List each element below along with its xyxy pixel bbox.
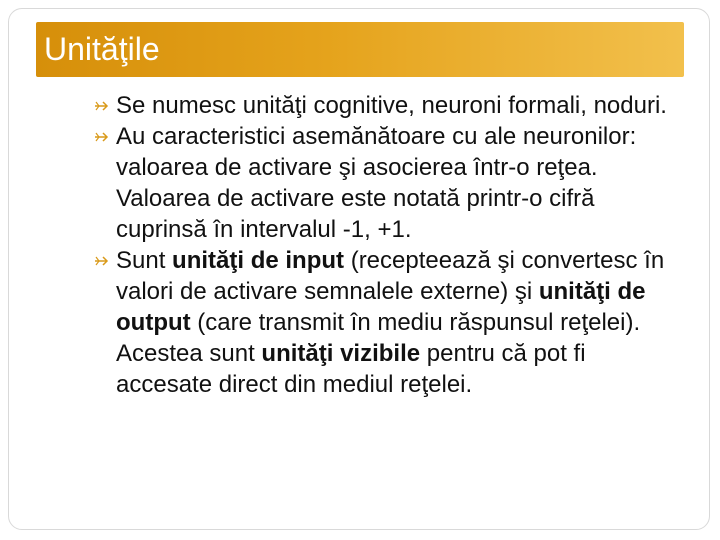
bullet-item-1	[94, 90, 684, 121]
text-run-bold: unităţi de output	[116, 278, 646, 336]
text-run: (care transmit în mediu răspunsul reţelei). Acestea sunt	[116, 309, 641, 367]
text-run-bold: unităţi vizibile	[261, 340, 421, 367]
bullet-text: Au caracteristici asemănătoare cu ale neuronilor: valoarea de activare şi asocierea într-o reţea. Valoarea de activare este notată printr-o cifră cuprinsă în intervalul -1, +1.	[116, 123, 637, 243]
text-run: Sunt	[116, 247, 173, 274]
bullet-arrow-icon	[94, 100, 110, 112]
text-run: pentru că pot fi accesate direct din mediul reţelei.	[116, 340, 586, 398]
slide-title: Unităţile	[44, 31, 160, 67]
text-run: (recepteează şi convertesc în valori de activare semnalele externe) şi	[116, 247, 665, 305]
bullet-arrow-icon	[94, 131, 110, 143]
bullet-item-3	[94, 245, 684, 400]
bullet-list	[94, 90, 684, 400]
bullet-item-2	[94, 121, 684, 245]
text-run-bold: unităţi de input	[172, 247, 345, 274]
bullet-text: Se numesc unităţi cognitive, neuroni formali, noduri.	[116, 92, 667, 119]
bullet-text	[116, 247, 664, 398]
bullet-arrow-icon	[94, 255, 110, 267]
